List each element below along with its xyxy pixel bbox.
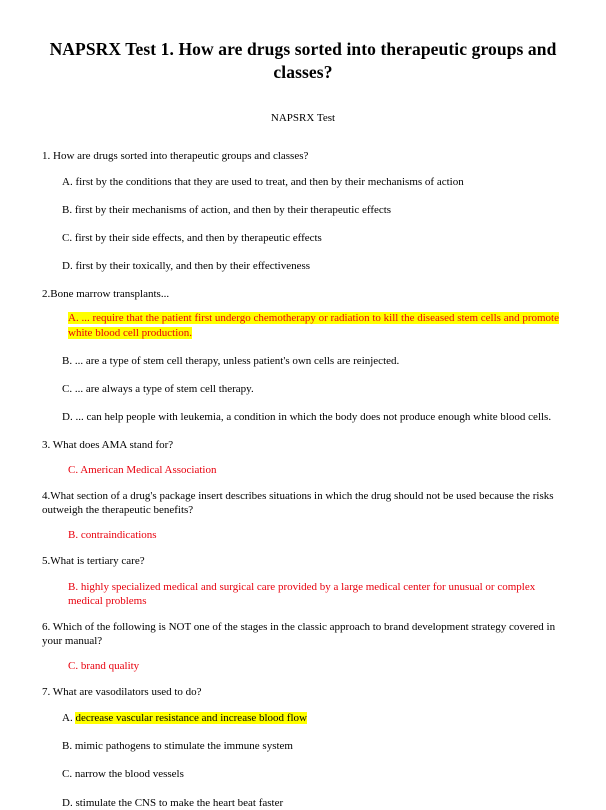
question-2-option-b: B. ... are a type of stem cell therapy, unless patient's own cells are reinjected. <box>62 354 400 367</box>
document-subtitle: NAPSRX Test <box>270 112 336 125</box>
highlight-span: decrease vascular resistance and increase blood flow <box>75 711 307 724</box>
question-7-option-c: C. narrow the blood vessels <box>62 768 184 781</box>
question-1-option-c: C. first by their side effects, and then by therapeutic effects <box>62 232 322 245</box>
document-body <box>42 150 564 810</box>
question-6: 6. Which of the following is NOT one of the stages in the classic approach to brand development strategy covered in your manual? <box>42 621 556 647</box>
question-6-answer: C. brand quality <box>68 660 140 673</box>
question-1-option-d: D. first by their toxically, and then by their effectiveness <box>62 260 311 273</box>
question-7: 7. What are vasodilators used to do? <box>42 686 202 699</box>
question-5: 5.What is tertiary care? <box>42 555 145 568</box>
question-5-answer: B. highly specialized medical and surgical care provided by a large medical center for unusual or complex medical problems <box>68 580 536 608</box>
question-2-answer-highlighted <box>42 311 564 340</box>
question-7-option-b: B. mimic pathogens to stimulate the immune system <box>62 740 293 753</box>
page-title: NAPSRX Test 1. How are drugs sorted into therapeutic groups and classes? <box>49 39 557 83</box>
question-1-option-b: B. first by their mechanisms of action, and then by their therapeutic effects <box>62 203 392 216</box>
question-7-option-a <box>42 711 564 725</box>
question-2-option-c: C. ... are always a type of stem cell therapy. <box>62 382 254 395</box>
question-1: 1. How are drugs sorted into therapeutic groups and classes? <box>42 150 309 163</box>
question-2: 2.Bone marrow transplants... <box>42 287 170 300</box>
question-7-option-d: D. stimulate the CNS to make the heart beat faster <box>62 796 284 809</box>
question-4: 4.What section of a drug's package insert describes situations in which the drug should not be used because the risks outweigh the therapeutic benefits? <box>42 490 554 516</box>
question-4-answer: B. contraindications <box>68 529 157 542</box>
question-3: 3. What does AMA stand for? <box>42 438 174 451</box>
question-3-answer: C. American Medical Association <box>68 463 217 476</box>
option-a-prefix: A. <box>62 711 76 724</box>
question-2-option-d: D. ... can help people with leukemia, a condition in which the body does not produce enough white blood cells. <box>62 411 552 424</box>
question-1-option-a: A. first by the conditions that they are used to treat, and then by their mechanisms of action <box>62 175 464 188</box>
highlight-span: A. ... require that the patient first undergo chemotherapy or radiation to kill the diseased stem cells and promote white blood cell production. <box>68 312 559 339</box>
